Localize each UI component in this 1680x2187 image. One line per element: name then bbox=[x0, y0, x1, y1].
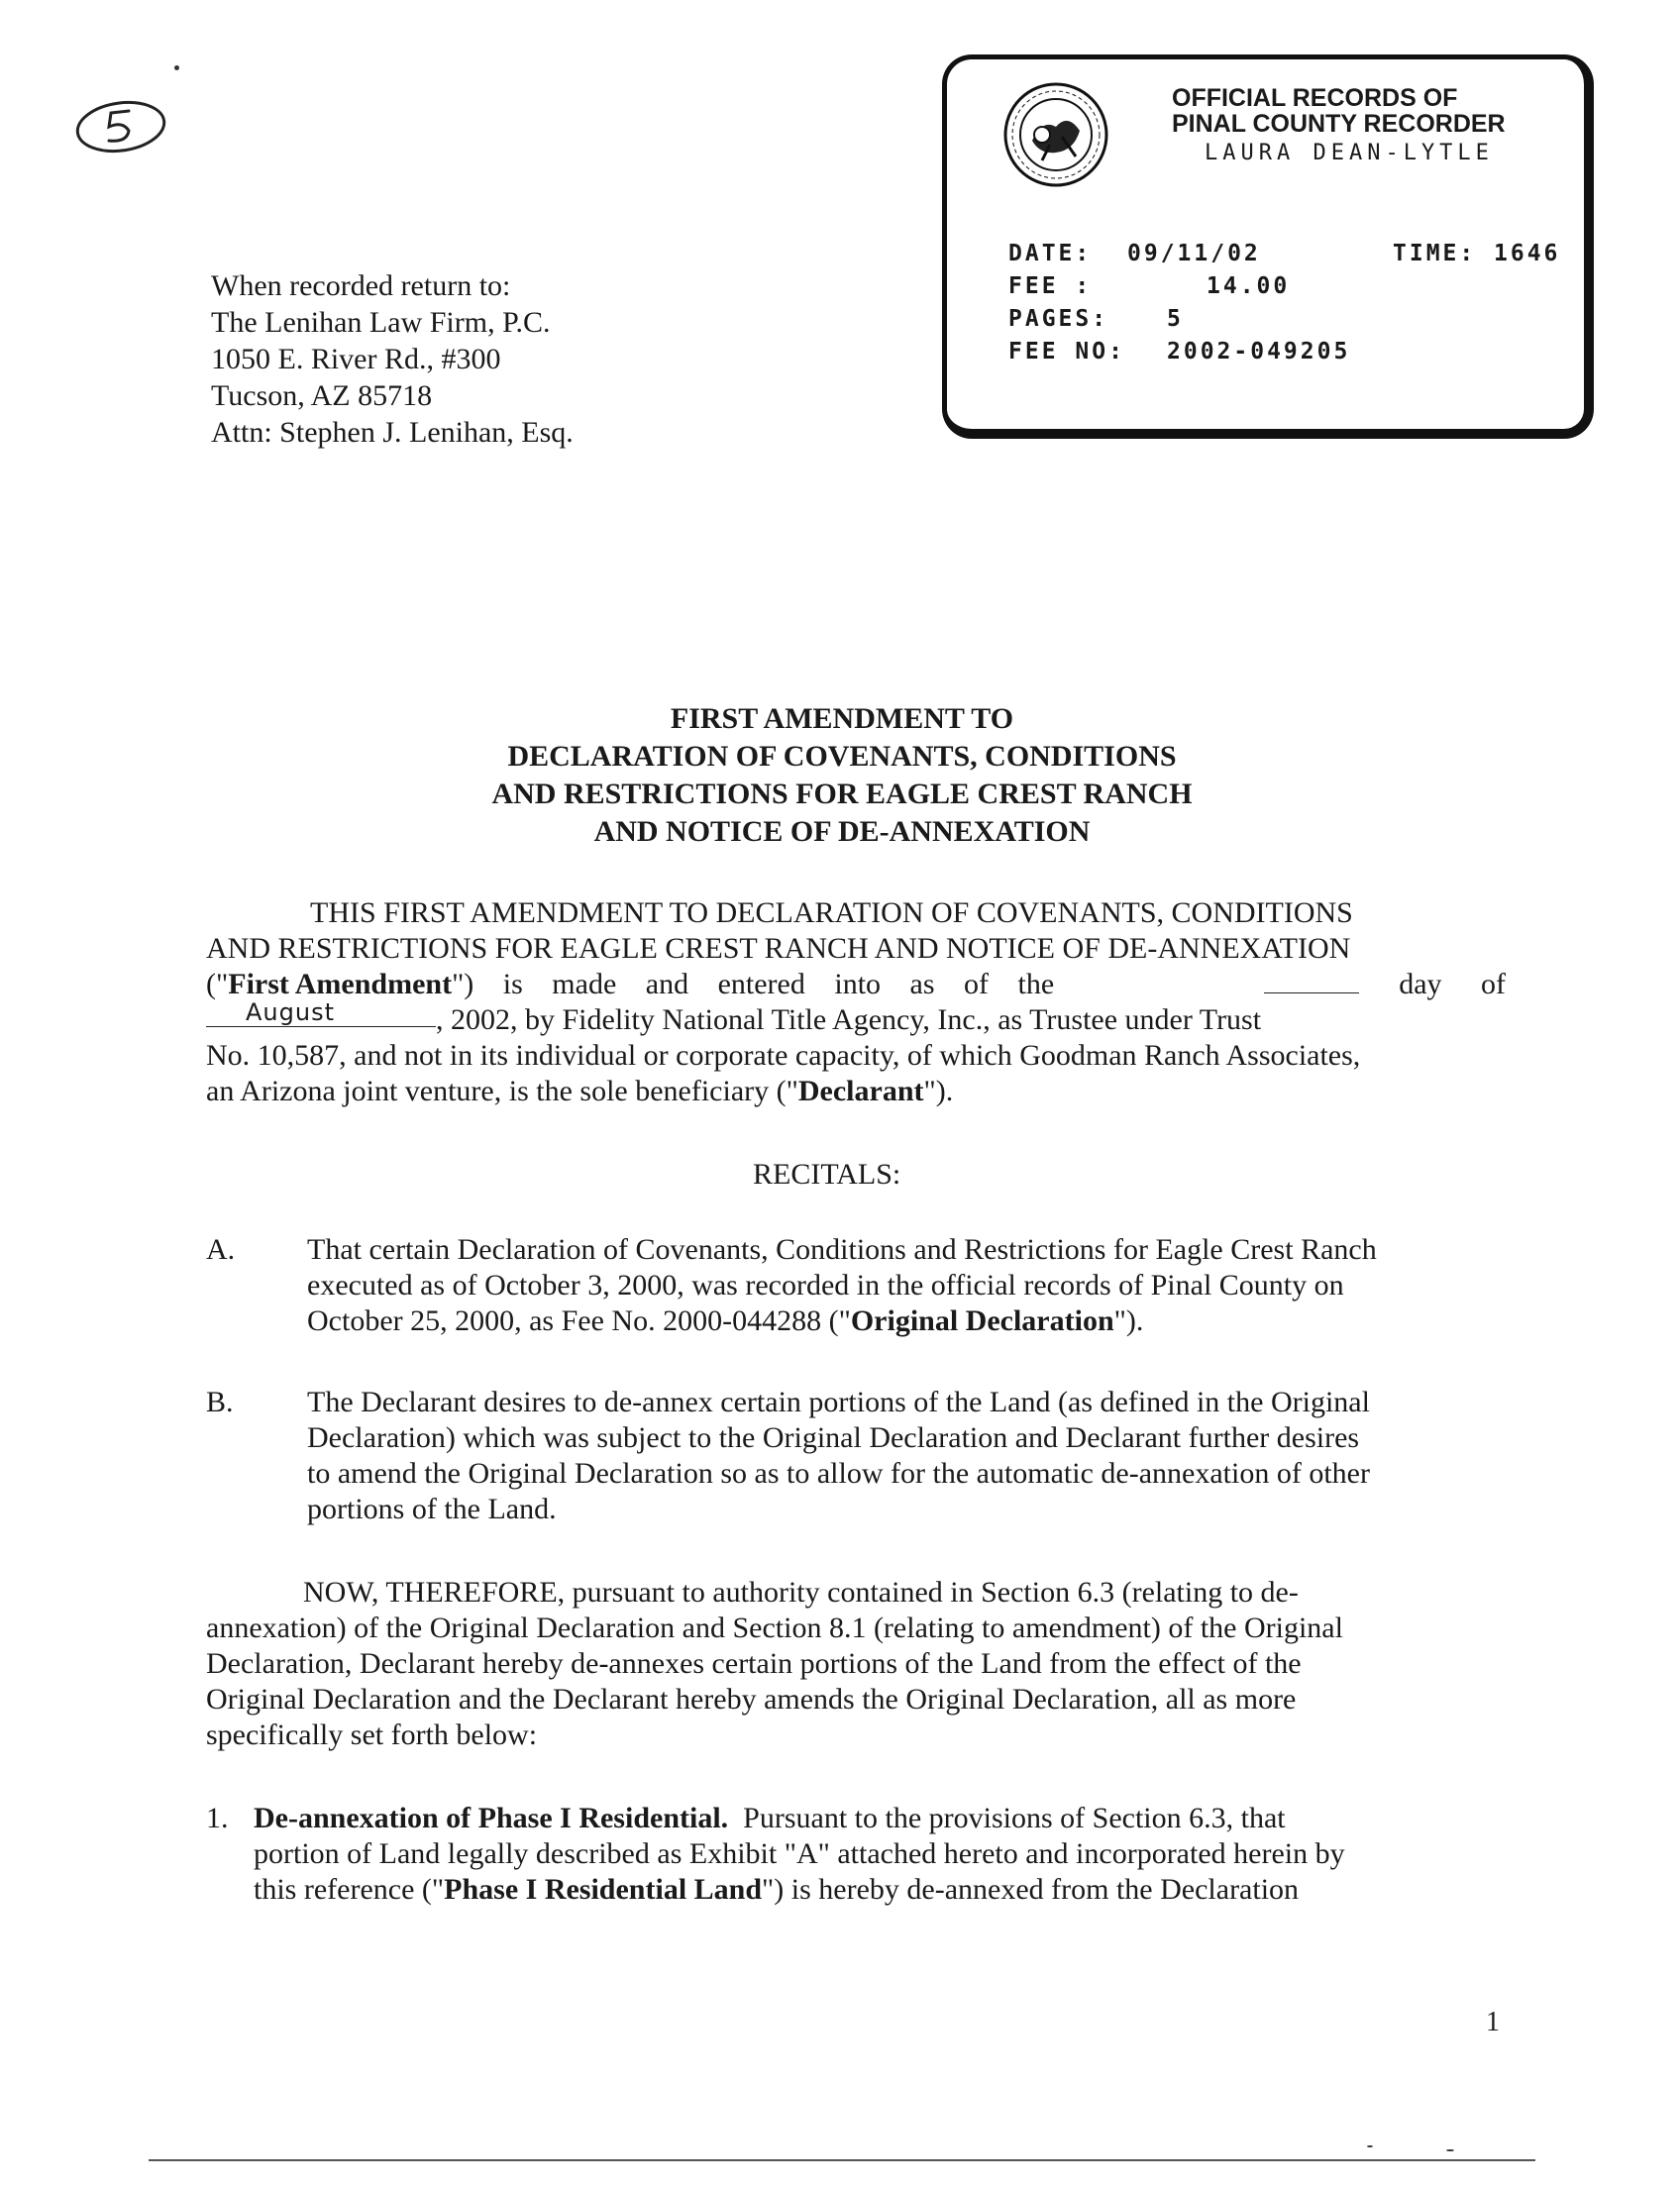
return-address-line: Tucson, AZ 85718 bbox=[211, 379, 433, 412]
intro-paragraph bbox=[206, 895, 1506, 1109]
fee-value: 14.00 bbox=[1207, 273, 1291, 299]
date-label: DATE: bbox=[1008, 241, 1093, 266]
quote-open: (" bbox=[206, 968, 229, 1000]
intro-line bbox=[206, 1038, 1506, 1074]
time-value: 1646 bbox=[1494, 241, 1561, 266]
stamp-header-line: PINAL COUNTY RECORDER bbox=[1172, 110, 1506, 138]
recital-b-line: to amend the Original Declaration so as to allow for the automatic de-annexation of other bbox=[307, 1457, 1370, 1490]
return-address-line: When recorded return to: bbox=[211, 269, 511, 302]
section-1-line bbox=[254, 1801, 1506, 1836]
intro-text bbox=[1264, 967, 1506, 1002]
section-1-line: portion of Land legally described as Exhibit "A" attached hereto and incorporated herein by bbox=[254, 1837, 1345, 1870]
month-blank bbox=[206, 998, 436, 1027]
defined-term: First Amendment bbox=[228, 968, 453, 1000]
intro-line bbox=[206, 931, 1506, 967]
intro-text-day: day of bbox=[1399, 968, 1506, 1000]
fee-no-label: FEE NO: bbox=[1008, 339, 1125, 364]
now-therefore-line: Declaration, Declarant hereby de-annexes certain portions of the Land from the effect of the bbox=[206, 1647, 1302, 1680]
now-therefore-line: specifically set forth below: bbox=[206, 1718, 538, 1751]
now-therefore-line: Original Declaration and the Declarant hereby amends the Original Declaration, all as more bbox=[206, 1683, 1297, 1716]
intro-text: an Arizona joint venture, is the sole beneficiary (" bbox=[206, 1075, 798, 1107]
fee-label: FEE : bbox=[1008, 273, 1093, 299]
recital-b-line: The Declarant desires to de-annex certain portions of the Land (as defined in the Original bbox=[307, 1386, 1370, 1418]
recorder-name: LAURA DEAN-LYTLE bbox=[1205, 141, 1494, 165]
recitals-heading: RECITALS: bbox=[753, 1158, 901, 1191]
scan-speck bbox=[174, 65, 179, 70]
defined-term: Original Declaration bbox=[850, 1304, 1114, 1337]
stamp-header bbox=[1172, 85, 1506, 137]
county-seal-icon bbox=[1002, 81, 1109, 188]
now-therefore-line: NOW, THEREFORE, pursuant to authority contained in Section 6.3 (relating to de- bbox=[303, 1576, 1299, 1609]
time-label: TIME: bbox=[1393, 241, 1477, 266]
now-therefore-line: annexation) of the Original Declaration and Section 8.1 (relating to amendment) of the Original bbox=[206, 1612, 1343, 1644]
recorder-stamp bbox=[942, 54, 1594, 439]
defined-term: Declarant bbox=[797, 1075, 924, 1107]
section-1-line bbox=[254, 1872, 1506, 1908]
recital-a-line: executed as of October 3, 2000, was recorded in the official records of Pinal County on bbox=[307, 1269, 1344, 1302]
return-address-line: The Lenihan Law Firm, P.C. bbox=[211, 306, 551, 339]
recital-b-line: Declaration) which was subject to the Original Declaration and Declarant further desires bbox=[307, 1421, 1360, 1454]
scan-speck bbox=[1367, 2145, 1373, 2147]
intro-line bbox=[206, 1074, 1506, 1109]
section-1-heading: De-annexation of Phase I Residential. bbox=[254, 1802, 729, 1834]
return-address-line: Attn: Stephen J. Lenihan, Esq. bbox=[211, 416, 574, 449]
recital-a-text: "). bbox=[1113, 1304, 1144, 1337]
return-address bbox=[211, 267, 574, 451]
recital-a-marker: A. bbox=[206, 1233, 236, 1266]
now-therefore-paragraph bbox=[206, 1575, 1506, 1753]
intro-text-rest: ") is made and entered into as of the bbox=[452, 968, 1055, 1000]
section-1-text: this reference (" bbox=[254, 1873, 445, 1906]
intro-line bbox=[206, 967, 1506, 1002]
title-line: AND NOTICE OF DE-ANNEXATION bbox=[593, 815, 1091, 848]
pages-value: 5 bbox=[1167, 306, 1184, 332]
pages-label: PAGES: bbox=[1008, 306, 1109, 332]
recital-a-line bbox=[307, 1303, 1506, 1339]
title-line: FIRST AMENDMENT TO bbox=[670, 702, 1014, 735]
intro-text: THIS FIRST AMENDMENT TO DECLARATION OF COVENANTS, CONDITIONS bbox=[310, 896, 1353, 929]
section-1-text: Pursuant to the provisions of Section 6.3, that bbox=[743, 1802, 1286, 1834]
title-line: AND RESTRICTIONS FOR EAGLE CREST RANCH bbox=[491, 778, 1193, 810]
scan-speck bbox=[1446, 2149, 1454, 2151]
recital-a-line: That certain Declaration of Covenants, Conditions and Restrictions for Eagle Crest Ranch bbox=[307, 1233, 1377, 1266]
recital-a-text: October 25, 2000, as Fee No. 2000-044288 (" bbox=[307, 1304, 851, 1337]
return-address-line: 1050 E. River Rd., #300 bbox=[211, 343, 501, 375]
section-1 bbox=[254, 1801, 1506, 1908]
handwritten-page-mark bbox=[71, 91, 170, 160]
title-line: DECLARATION OF COVENANTS, CONDITIONS bbox=[507, 740, 1177, 773]
page-number: 1 bbox=[1486, 2007, 1500, 2037]
intro-line bbox=[206, 998, 1506, 1038]
stamp-header-line: OFFICIAL RECORDS OF bbox=[1172, 84, 1458, 112]
handwritten-month: August bbox=[246, 998, 335, 1026]
recital-b-line: portions of the Land. bbox=[307, 1493, 557, 1525]
date-value: 09/11/02 bbox=[1127, 241, 1261, 266]
recital-b-marker: B. bbox=[206, 1386, 234, 1418]
section-1-text: ") is hereby de-annexed from the Declaration bbox=[762, 1873, 1300, 1906]
intro-line bbox=[206, 895, 1506, 931]
fee-no-value: 2002-049205 bbox=[1167, 339, 1351, 364]
intro-text: "). bbox=[923, 1075, 954, 1107]
intro-text: No. 10,587, and not in its individual or corporate capacity, of which Goodman Ranch Associates, bbox=[206, 1039, 1361, 1072]
section-1-marker: 1. bbox=[206, 1802, 229, 1834]
day-blank bbox=[1264, 969, 1359, 993]
recital-a bbox=[307, 1232, 1506, 1339]
intro-text: AND RESTRICTIONS FOR EAGLE CREST RANCH AND NOTICE OF DE-ANNEXATION bbox=[206, 932, 1351, 965]
document-title bbox=[297, 700, 1387, 851]
intro-text: , 2002, by Fidelity National Title Agency, Inc., as Trustee under Trust bbox=[436, 1003, 1262, 1036]
bottom-rule bbox=[149, 2159, 1535, 2161]
recital-b bbox=[307, 1385, 1506, 1527]
defined-term: Phase I Residential Land bbox=[444, 1873, 763, 1906]
